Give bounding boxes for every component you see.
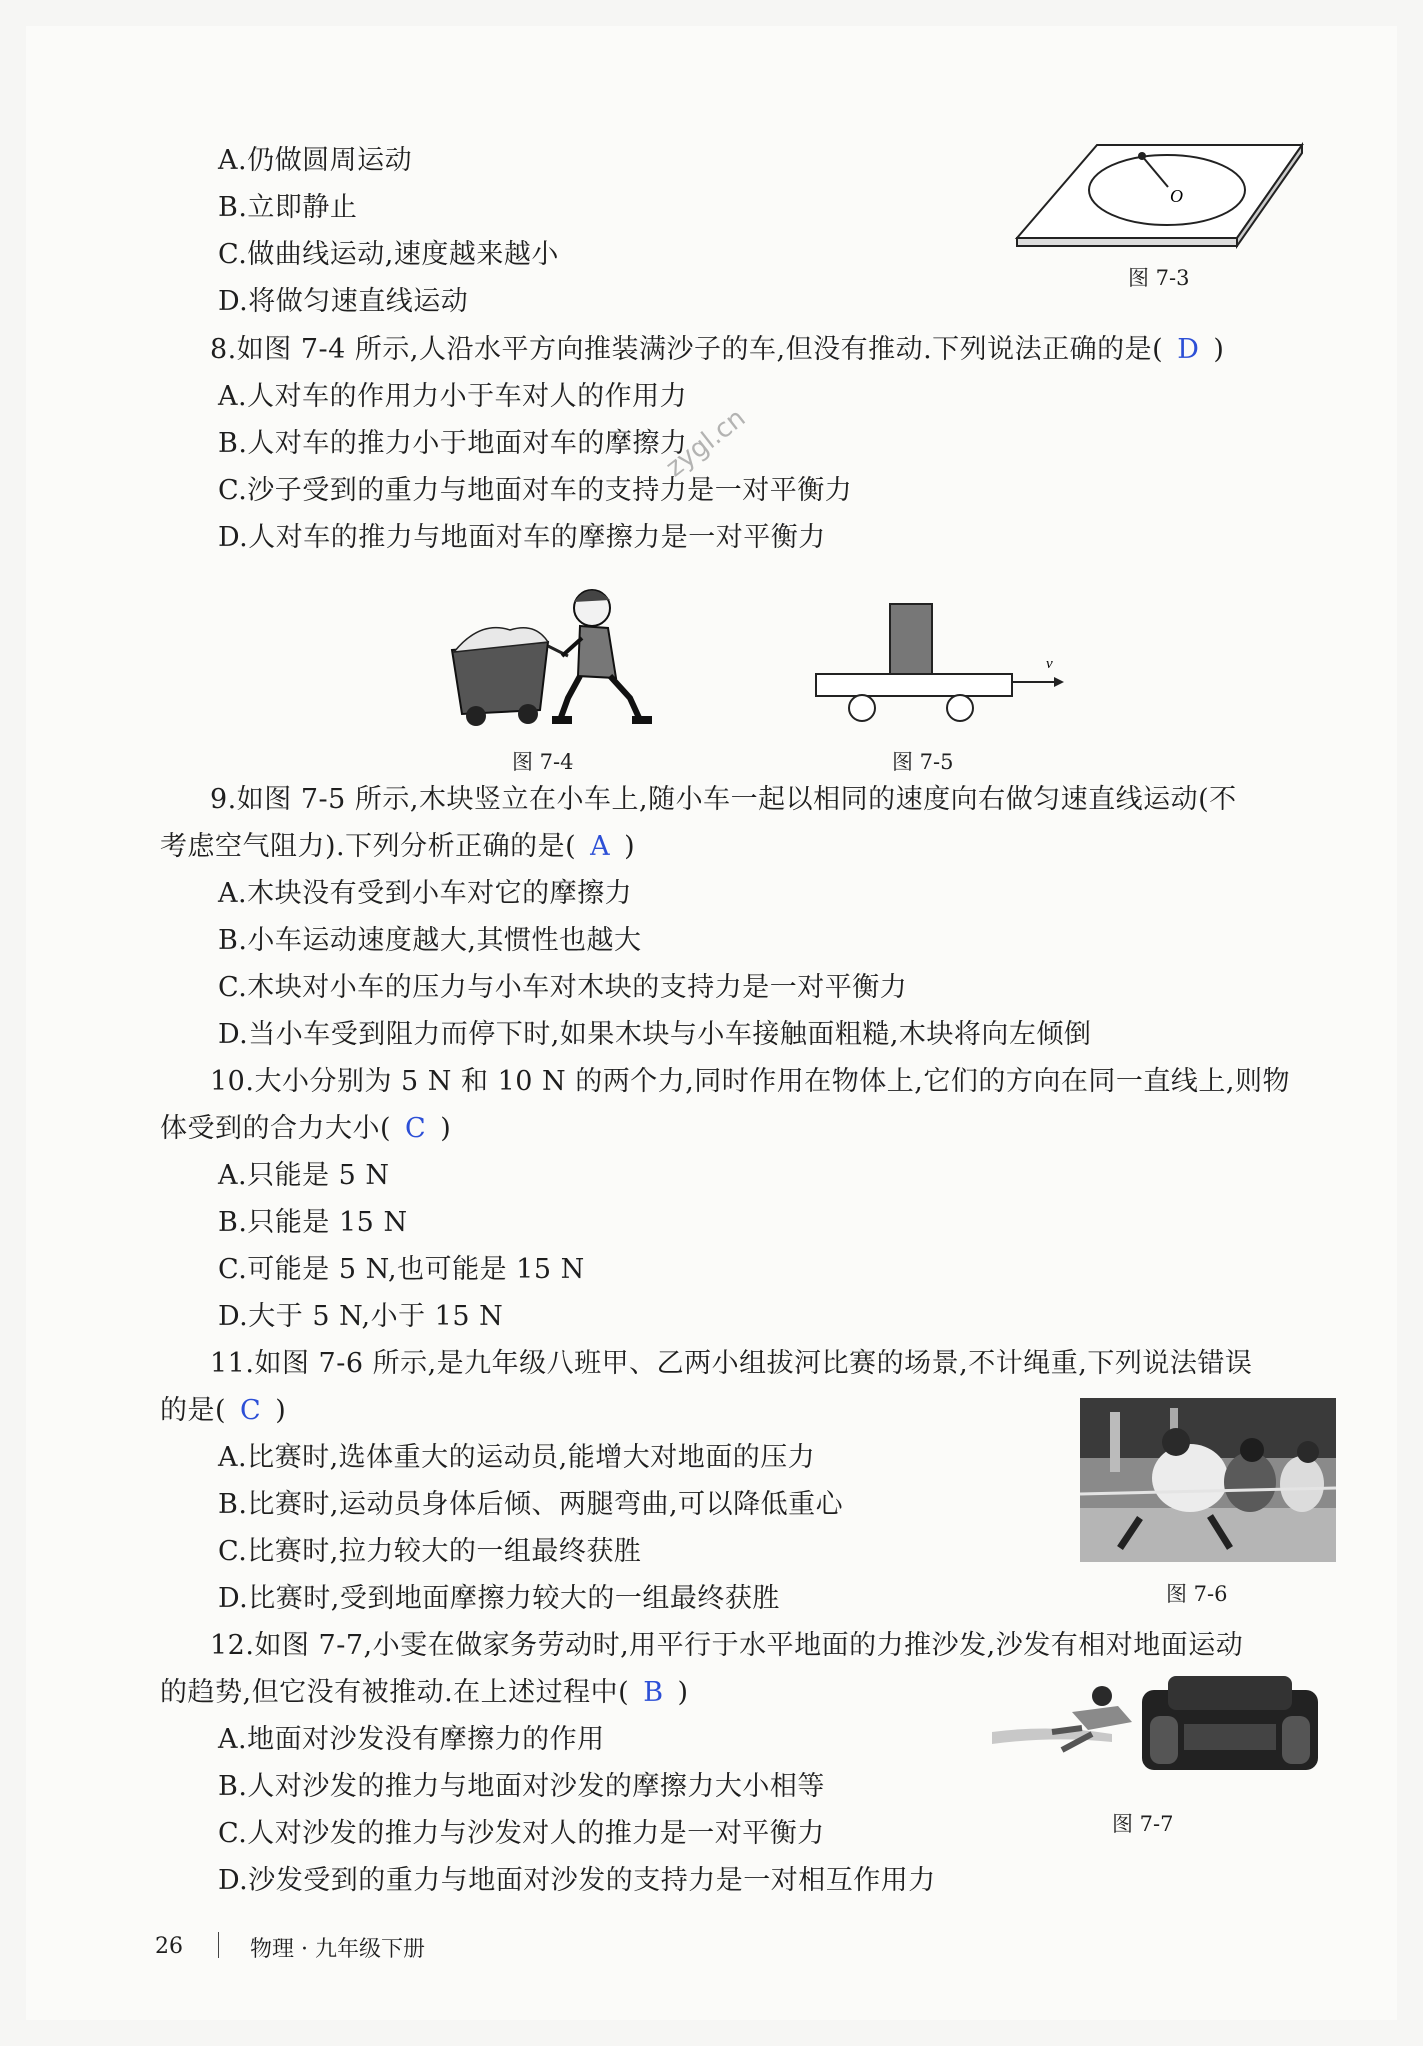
q7-option-d: D.将做匀速直线运动 [218,286,469,317]
q11-option-d: D.比赛时,受到地面摩擦力较大的一组最终获胜 [218,1583,780,1614]
q9-stem-text: 考虑空气阻力).下列分析正确的是( [160,831,577,862]
q9-option-b: B.小车运动速度越大,其惯性也越大 [218,925,642,956]
q8-stem-text: 8.如图 7-4 所示,人沿水平方向推装满沙子的车,但没有推动.下列说法正确的是( [210,334,1164,365]
q10-option-b: B.只能是 15 N [218,1207,408,1238]
q11-stem-text: 的是( [160,1395,227,1426]
q11-option-b: B.比赛时,运动员身体后倾、两腿弯曲,可以降低重心 [218,1489,844,1520]
q12-stem-text: 的趋势,但它没有被推动.在上述过程中( [160,1677,630,1708]
figure-7-6-tug-of-war-photo [1080,1398,1336,1562]
velocity-label: v [1046,656,1053,672]
q12-answer: B [643,1677,664,1708]
q11-stem-line1: 11.如图 7-6 所示,是九年级八班甲、乙两小组拔河比赛的场景,不计绳重,下列说法错误 [210,1348,1253,1379]
figure-7-4-boy-pushing-cart [440,580,660,730]
watermark: zygl.cn [660,402,752,484]
q8-option-c: C.沙子受到的重力与地面对车的支持力是一对平衡力 [218,475,853,506]
q10-answer: C [405,1113,427,1144]
figure-7-7-caption: 图 7-7 [1112,1812,1174,1836]
figure-7-6-caption: 图 7-6 [1166,1582,1228,1606]
q9-option-c: C.木块对小车的压力与小车对木块的支持力是一对平衡力 [218,972,908,1003]
q7-option-b: B.立即静止 [218,192,358,223]
q12-option-a: A.地面对沙发没有摩擦力的作用 [218,1724,605,1755]
q11-option-a: A.比赛时,选体重大的运动员,能增大对地面的压力 [218,1442,816,1473]
q12-stem-line2 [160,1675,689,1711]
figure-7-4-caption: 图 7-4 [512,750,574,774]
q10-stem-line2 [160,1111,451,1147]
q8-option-d: D.人对车的推力与地面对车的摩擦力是一对平衡力 [218,522,826,553]
q9-stem-line1: 9.如图 7-5 所示,木块竖立在小车上,随小车一起以相同的速度向右做匀速直线运动(不 [210,784,1237,815]
q9-stem-line2 [160,829,635,865]
q9-option-d: D.当小车受到阻力而停下时,如果木块与小车接触面粗糙,木块将向左倾倒 [218,1019,1092,1050]
page-number: 26 [155,1934,183,1959]
book-title: 物理 · 九年级下册 [250,1937,425,1962]
q11-option-c: C.比赛时,拉力较大的一组最终获胜 [218,1536,642,1567]
q12-stem-line1: 12.如图 7-7,小雯在做家务劳动时,用平行于水平地面的力推沙发,沙发有相对地面运动 [210,1630,1244,1661]
fig-7-3-center-label: O [1170,186,1183,206]
figure-7-5-block-on-cart [810,598,1070,728]
q11-close: ) [275,1395,287,1426]
q9-close: ) [624,831,636,862]
q10-option-d: D.大于 5 N,小于 15 N [218,1301,504,1332]
q10-close: ) [440,1113,452,1144]
wooden-block [890,604,932,674]
cart-body [816,674,1012,696]
figure-7-5-caption: 图 7-5 [892,750,954,774]
q12-option-d: D.沙发受到的重力与地面对沙发的支持力是一对相互作用力 [218,1865,936,1896]
figure-7-7-pushing-sofa-photo [992,1672,1340,1776]
q7-option-a: A.仍做圆周运动 [218,145,413,176]
q8-option-a: A.人对车的作用力小于车对人的作用力 [218,381,688,412]
q10-stem-line1: 10.大小分别为 5 N 和 10 N 的两个力,同时作用在物体上,它们的方向在同一直线上,则物 [210,1066,1290,1097]
q10-option-a: A.只能是 5 N [218,1160,390,1191]
q11-stem-line2 [160,1393,286,1429]
q12-option-b: B.人对沙发的推力与地面对沙发的摩擦力大小相等 [218,1771,825,1802]
q10-option-c: C.可能是 5 N,也可能是 15 N [218,1254,585,1285]
q12-close: ) [677,1677,689,1708]
q9-answer: A [590,831,611,862]
q10-stem-text: 体受到的合力大小( [160,1113,392,1144]
figure-7-3-caption: 图 7-3 [1128,266,1190,290]
q9-option-a: A.木块没有受到小车对它的摩擦力 [218,878,633,909]
q7-option-c: C.做曲线运动,速度越来越小 [218,239,559,270]
q8-option-b: B.人对车的推力小于地面对车的摩擦力 [218,428,688,459]
q8-stem [210,332,1224,368]
q11-answer: C [240,1395,262,1426]
q8-answer: D [1177,334,1200,365]
q8-close: ) [1213,334,1225,365]
figure-7-3-turntable [1012,140,1312,250]
q12-option-c: C.人对沙发的推力与沙发对人的推力是一对平衡力 [218,1818,825,1849]
footer-divider [218,1932,219,1958]
